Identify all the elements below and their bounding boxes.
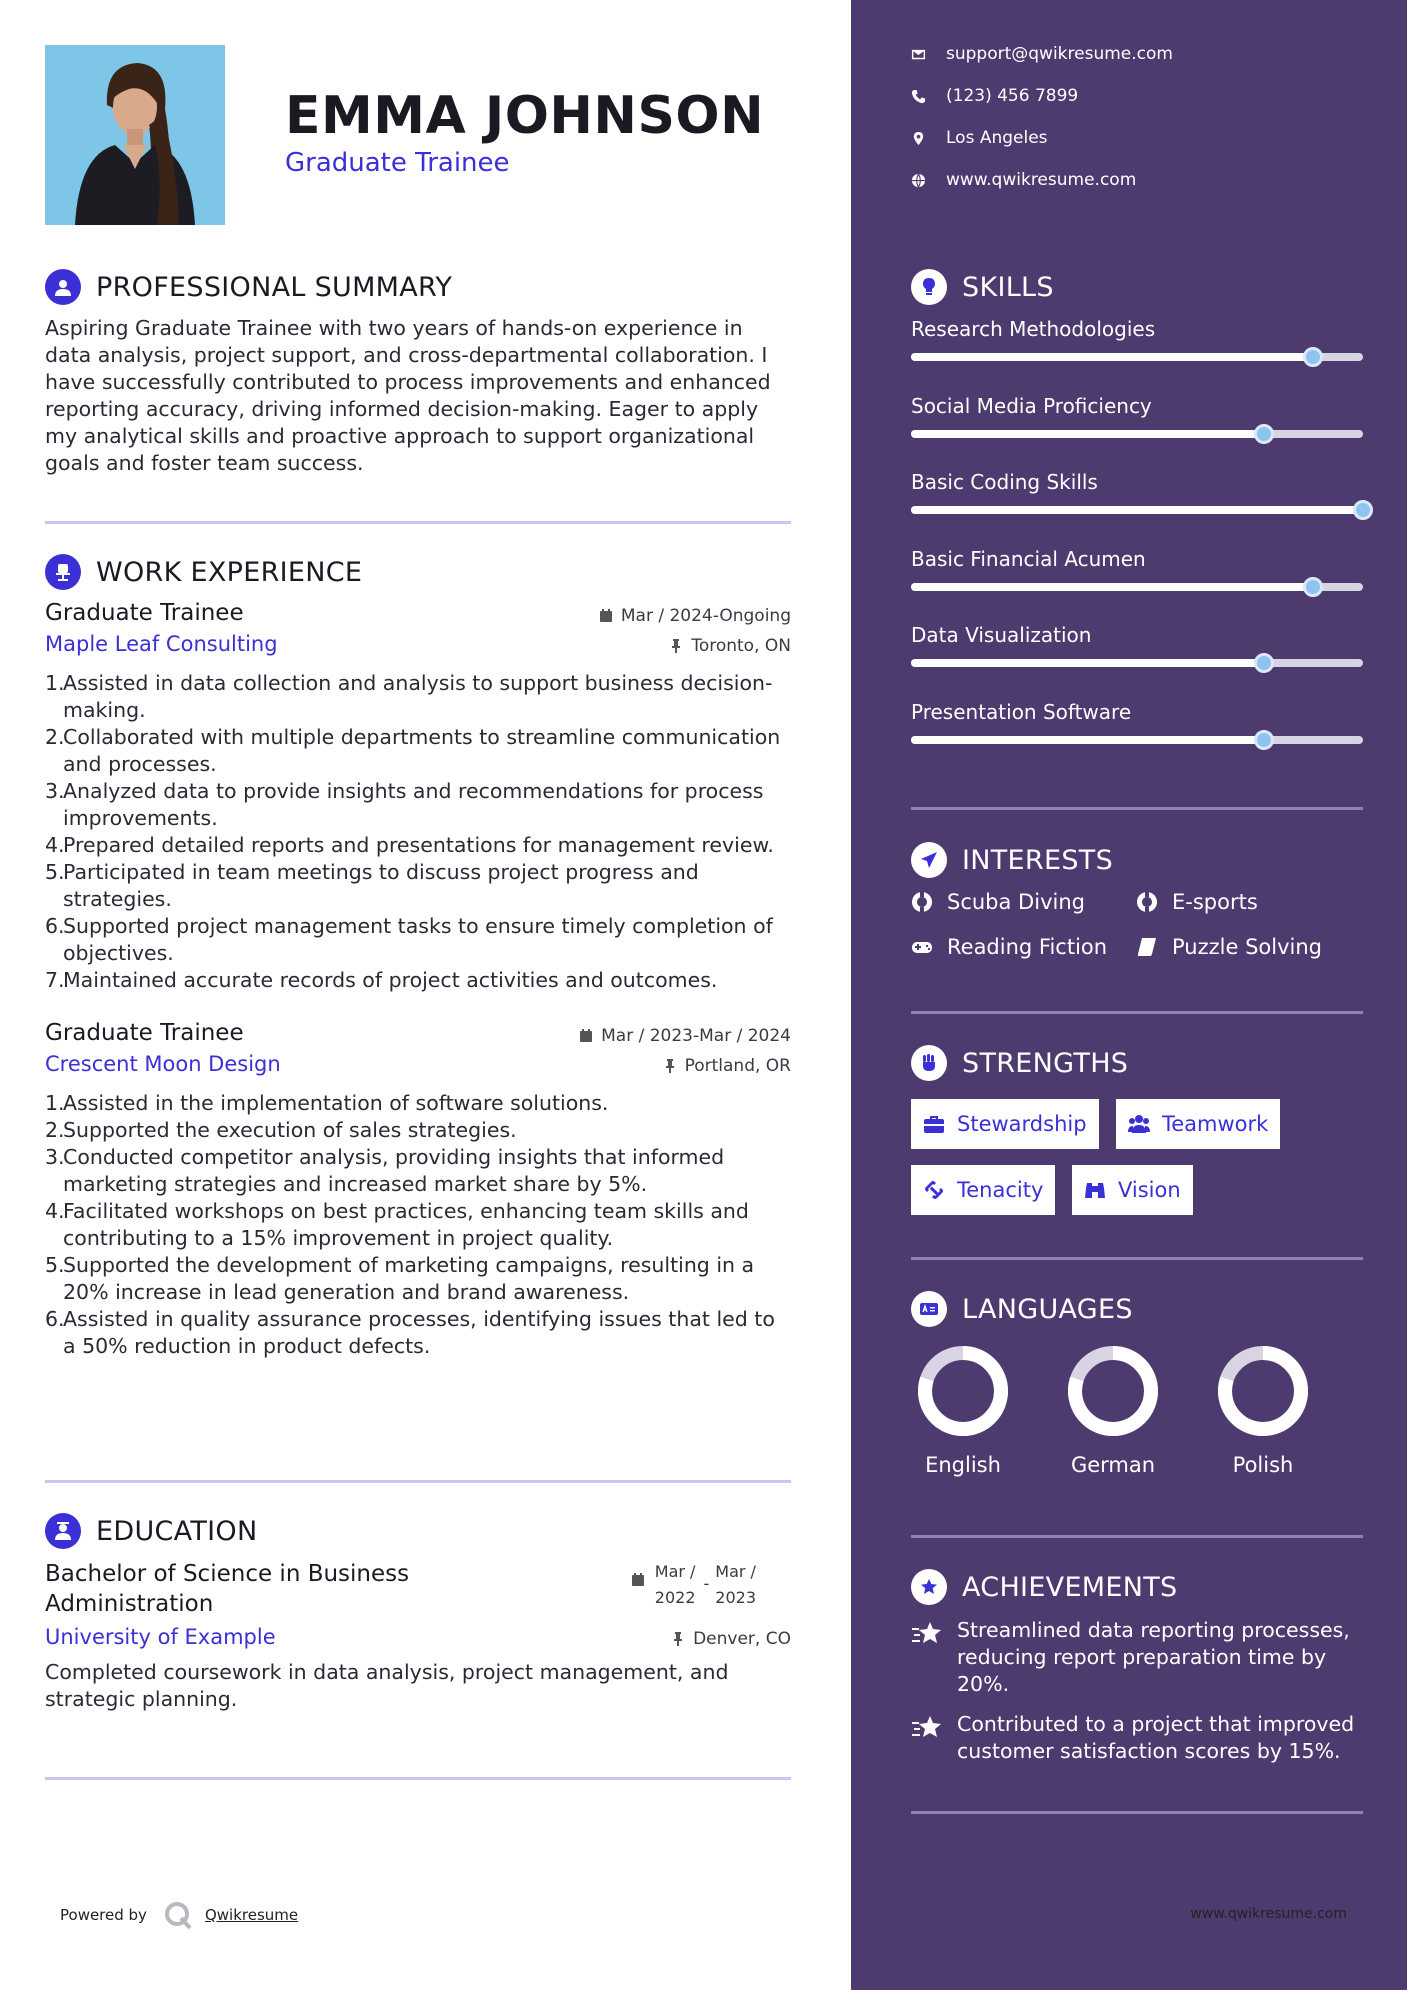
job-date: Mar / 2023-Mar / 2024 [579,1026,791,1046]
skill-fill [911,506,1363,514]
divider [45,1777,791,1780]
school-name: University of Example [45,1625,276,1649]
education-description: Completed coursework in data analysis, project management, and strategic planning. [45,1660,729,1711]
list-item: 5. Supported the development of marketing campaigns, resulting in a 20% increase in lead generation and brand awareness. [45,1253,755,1304]
skills-section [911,267,1363,757]
skill-item [911,700,1363,724]
languages-heading: LANGUAGES [962,1293,1133,1325]
contact-phone[interactable]: (123) 456 7899 [911,86,1078,106]
list-item: 3. Conducted competitor analysis, providing insights that informed marketing strategies and increased market share by 5%. [45,1145,725,1196]
divider [911,1011,1363,1014]
divider [911,1811,1363,1814]
fist-icon [911,1045,947,1081]
education-location: Denver, CO [671,1629,791,1649]
skill-bar [911,506,1363,514]
skill-bar [911,659,1363,667]
skill-knob [1254,730,1274,750]
binoculars-icon [1084,1179,1106,1201]
pin-icon [663,1059,677,1073]
summary-heading: PROFESSIONAL SUMMARY [96,271,453,303]
interests-heading: INTERESTS [962,844,1114,876]
skill-label: Data Visualization [911,623,1092,647]
job-location: Toronto, ON [669,636,791,656]
contact-email[interactable]: support@qwikresume.com [911,44,1173,64]
interest-item: Puzzle Solving [1136,935,1322,959]
list-item: 4. Facilitated workshops on best practices, enhancing team skills and contributing to a 15% improvement in project quality. [45,1199,749,1250]
list-item: 6. Supported project management tasks to ensure timely completion of objectives. [45,914,773,965]
divider [911,807,1363,810]
briefcase-icon [923,1113,945,1135]
language-icon [911,1291,947,1327]
skills-list [911,317,1363,757]
skill-knob [1303,347,1323,367]
strengths-heading: STRENGTHS [962,1047,1129,1079]
shooting-star-icon [911,1619,943,1649]
paper-plane-icon [911,842,947,878]
company-name: Crescent Moon Design [45,1052,281,1076]
language-item [913,1343,1013,1477]
phone-icon [911,89,926,104]
skills-heading: SKILLS [962,271,1054,303]
skill-item [911,470,1363,494]
language-item [1213,1343,1313,1477]
qwikresume-logo-icon [163,1900,193,1930]
gamepad-icon [911,936,933,958]
experience-heading: WORK EXPERIENCE [96,556,363,588]
education-heading: EDUCATION [96,1515,258,1547]
experience-section [45,552,791,1360]
list-item: 3. Analyzed data to provide insights and recommendations for process improvements. [45,779,764,830]
interest-item: Reading Fiction [911,935,1107,959]
skill-bar [911,430,1363,438]
education-date: Mar / 2022 - Mar / 2023 [631,1559,756,1619]
divider [911,1257,1363,1260]
skill-fill [911,430,1264,438]
strength-tag: Teamwork [1116,1099,1280,1149]
calendar-icon [579,1029,593,1043]
footer-powered-by: Powered by Qwikresume [60,1900,298,1930]
globe-icon [911,173,926,188]
divider [911,1535,1363,1538]
degree-title: Bachelor of Science in Business Administration [45,1561,410,1617]
company-name: Maple Leaf Consulting [45,632,278,656]
contact-website[interactable]: www.qwikresume.com [911,170,1136,190]
skill-fill [911,353,1313,361]
strengths-list [911,1099,1363,1229]
skill-label: Basic Financial Acumen [911,546,1146,571]
lightbulb-icon [911,269,947,305]
list-item: 2. Supported the execution of sales strategies. [45,1118,517,1142]
pin-icon [671,1632,685,1646]
skill-item [911,623,1363,647]
skill-knob [1254,424,1274,444]
skill-label: Presentation Software [911,699,1132,724]
lifebuoy-icon [1136,891,1158,913]
list-item: 4. Prepared detailed reports and presentations for management review. [45,833,774,857]
skill-bar [911,736,1363,744]
candidate-name: EMMA JOHNSON [285,86,765,146]
shooting-star-icon [911,1713,943,1743]
calendar-icon [631,1573,645,1587]
skill-knob [1353,500,1373,520]
envelope-icon [911,47,926,62]
achievements-heading: ACHIEVEMENTS [962,1571,1178,1603]
duty-list [45,670,791,994]
footer-website[interactable]: www.qwikresume.com [1190,1906,1347,1922]
summary-section [45,267,791,477]
list-item: 1. Assisted in the implementation of software solutions. [45,1091,609,1115]
strength-tag: Stewardship [911,1099,1099,1149]
pin-icon [669,639,683,653]
strength-tag: Vision [1072,1165,1193,1215]
language-item [1063,1343,1163,1477]
skill-label: Basic Coding Skills [911,470,1098,494]
job-entry [45,1020,791,1360]
interest-item: Scuba Diving [911,890,1085,914]
users-icon [1128,1113,1150,1135]
skill-item [911,547,1363,571]
skill-knob [1254,653,1274,673]
education-section [45,1511,791,1713]
achievements-section [911,1567,1363,1777]
job-entry [45,600,791,994]
calendar-icon [599,609,613,623]
language-ring [915,1343,1011,1439]
interests-section [911,840,1363,980]
language-label: English [925,1453,1001,1477]
language-label: German [1070,1453,1156,1477]
skill-item [911,394,1363,418]
achievement-item: Contributed to a project that improved customer satisfaction scores by 15%. [911,1711,1363,1765]
interests-list [911,890,1363,980]
languages-list [911,1343,1363,1493]
language-ring [1065,1343,1161,1439]
contact-location: Los Angeles [911,128,1048,148]
list-item: 6. Assisted in quality assurance processes, identifying issues that led to a 50% reduction in product defects. [45,1307,775,1358]
profile-photo [45,45,225,225]
skill-label: Research Methodologies [911,317,1156,341]
link-icon [923,1179,945,1201]
language-label: Polish [1232,1453,1294,1477]
skill-fill [911,736,1264,744]
skill-knob [1303,577,1323,597]
list-item: 2. Collaborated with multiple departments to streamline communication and processes. [45,725,781,776]
candidate-title: Graduate Trainee [285,148,510,178]
book-icon [1136,936,1158,958]
achievements-list [911,1617,1363,1777]
job-title: Graduate Trainee [45,1020,244,1046]
skill-label: Social Media Proficiency [911,393,1152,418]
job-title: Graduate Trainee [45,600,244,626]
languages-section [911,1289,1363,1493]
skill-fill [911,659,1264,667]
skill-item [911,317,1363,341]
interest-item: E-sports [1136,890,1258,914]
qwikresume-link[interactable]: Qwikresume [204,1906,299,1924]
strengths-section [911,1043,1363,1229]
achievement-item: Streamlined data reporting processes, reducing report preparation time by 20%. [911,1617,1363,1698]
graduate-icon [45,1513,81,1549]
job-location: Portland, OR [663,1056,791,1076]
list-item: 7. Maintained accurate records of project activities and outcomes. [45,968,718,992]
star-badge-icon [911,1569,947,1605]
map-marker-icon [911,131,926,146]
list-item: 1. Assisted in data collection and analysis to support business decision-making. [45,671,773,722]
divider [45,521,791,524]
summary-text: Aspiring Graduate Trainee with two years of hands-on experience in data analysis, project support, and cross-departmental collaboration. I have successfully contributed to process improvements and enhanced reporting accuracy, driving informed decision-making. Eager to apply my analytical skills and proactive approach to support organizational goals and foster team success. [45,316,771,475]
list-item: 5. Participated in team meetings to discuss project progress and strategies. [45,860,699,911]
sidebar [851,0,1407,1990]
duty-list [45,1090,791,1360]
user-icon [45,269,81,305]
strength-tag: Tenacity [911,1165,1055,1215]
lifebuoy-icon [911,891,933,913]
skill-fill [911,583,1313,591]
language-ring [1215,1343,1311,1439]
chair-icon [45,554,81,590]
divider [45,1480,791,1483]
skill-bar [911,353,1363,361]
skill-bar [911,583,1363,591]
job-date: Mar / 2024-Ongoing [599,606,791,626]
